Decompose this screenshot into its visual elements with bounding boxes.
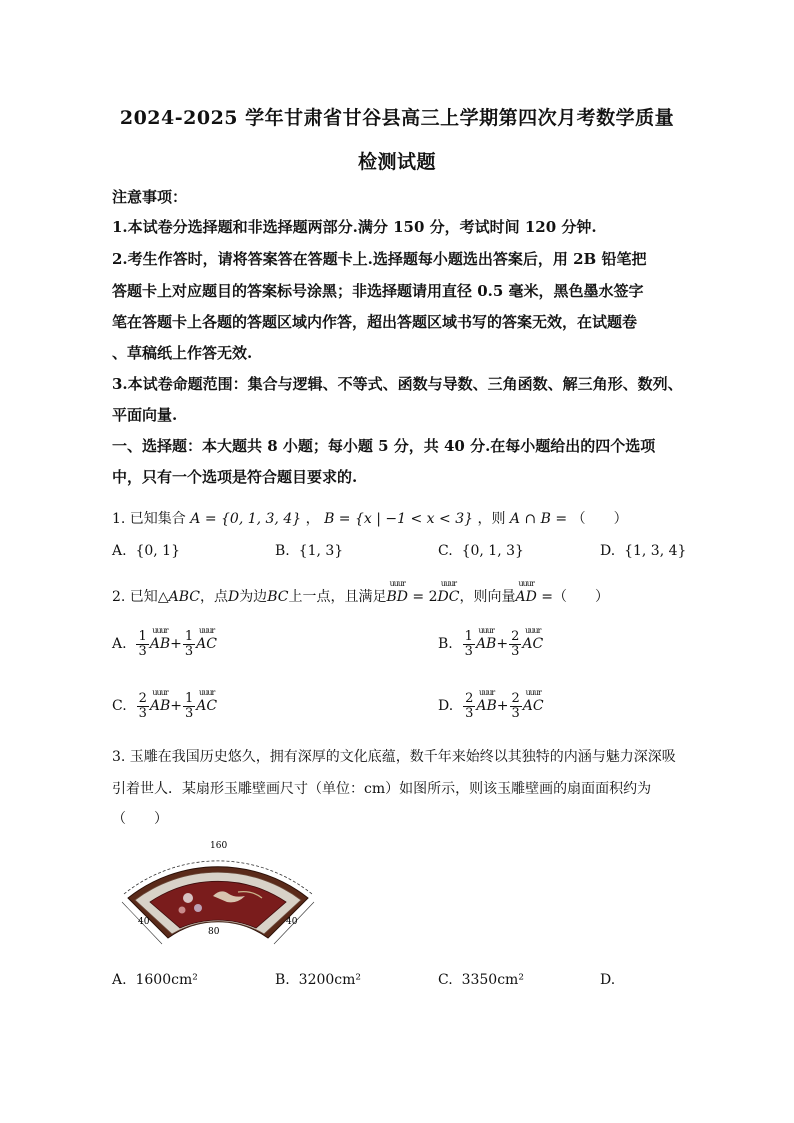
notice-item-1: 1.本试卷分选择题和非选择题两部分.满分 150 分，考试时间 120 分钟. (112, 218, 597, 236)
option-value: {0, 1, 3} (461, 543, 524, 559)
vector-ac: uuur AC (522, 688, 544, 715)
q2-side-bc: BC (267, 589, 289, 605)
vector-name: AD (515, 589, 537, 605)
q2-vector-dc (437, 579, 460, 605)
question-2 (112, 579, 692, 606)
fraction: $\frac{2}{3}$ (138, 691, 147, 721)
vector-ab: uuur AB (476, 688, 497, 715)
notice-item-2-line2: 答题卡上对应题目的答案标号涂黑；非选择题请用直径 0.5 毫米，黑色墨水签字 (112, 282, 644, 300)
q1-set-b: B = {x | −1 < x < 3} (324, 511, 474, 527)
question-3-line1: 3. 玉雕在我国历史悠久，拥有深厚的文化底蕴，数千年来始终以其独特的内涵与魅力深深吸 (112, 749, 676, 765)
q2-triangle: △ABC (157, 589, 200, 605)
option-label: B. (275, 972, 290, 988)
label-160: 160 (210, 841, 228, 851)
fraction: $\frac{2}{3}$ (511, 629, 520, 659)
option-label: D. (600, 972, 616, 988)
section-1-line1: 一、选择题：本大题共 8 小题；每小题 5 分，共 40 分.在每小题给出的四个选项 (112, 437, 656, 455)
vector-ab: uuur AB (475, 626, 497, 653)
fraction: $\frac{2}{3}$ (511, 691, 520, 721)
fraction: $\frac{2}{3}$ (465, 691, 474, 721)
q1-answer-paren: （ ） (571, 511, 628, 527)
fraction: $\frac{1}{3}$ (184, 629, 194, 659)
option-label: A. (112, 636, 127, 653)
option-value: 3350cm² (461, 972, 524, 988)
q1-mid: ，则 (477, 511, 506, 527)
option-value: 3200cm² (298, 972, 362, 988)
fraction: $\frac{1}{3}$ (464, 629, 473, 659)
q2-text: 为边 (239, 589, 268, 605)
q2-point-d: D (227, 589, 240, 605)
q3-option-b[interactable] (275, 972, 361, 988)
question-3-line2: 引着世人．某扇形玉雕壁画尺寸（单位：cm）如图所示，则该玉雕壁画的扇面面积约为 (112, 781, 652, 797)
q2-prefix: 2. 已知 (112, 589, 158, 605)
plus-sign: + (170, 698, 182, 715)
vector-arrow: uuur (518, 579, 534, 588)
notice-item-3-line2: 平面向量. (112, 406, 178, 424)
q1-option-b[interactable] (275, 543, 343, 559)
question-3-line3: （ ） (112, 811, 168, 827)
q1-option-c[interactable] (438, 543, 524, 559)
option-value: {1, 3, 4} (624, 543, 687, 559)
vector-ac: uuur AC (522, 626, 544, 653)
fraction: $\frac{1}{3}$ (185, 691, 194, 721)
q2-text: 上一点，且满足 (288, 589, 387, 605)
option-value: {1, 3} (298, 543, 344, 559)
fraction: $\frac{1}{3}$ (138, 629, 147, 659)
q1-option-a[interactable] (112, 543, 180, 559)
q2-answer-paren: =（ ） (536, 589, 609, 605)
label-80: 80 (208, 927, 220, 937)
q1-option-d[interactable] (600, 543, 686, 559)
flower-motif (194, 904, 202, 912)
q2-equals-two: = 2 (407, 589, 438, 605)
option-label: B. (438, 636, 453, 653)
label-40-right: 40 (286, 917, 298, 927)
q1-prefix: 1. 已知集合 (112, 511, 186, 527)
option-label: D. (438, 698, 454, 715)
option-label: A. (112, 543, 127, 559)
q2-option-a[interactable] (112, 626, 217, 659)
flower-motif (179, 907, 186, 914)
plus-sign: + (170, 636, 182, 653)
q2-option-c[interactable] (112, 688, 218, 721)
q2-option-d[interactable] (438, 688, 544, 721)
option-label: C. (438, 543, 453, 559)
notice-item-2-line4: 、草稿纸上作答无效. (112, 344, 253, 362)
q2-text: ，点 (199, 589, 228, 605)
vector-arrow: uuur (389, 579, 405, 588)
exam-title-line2: 检测试题 (357, 151, 436, 173)
vector-name: BD (386, 589, 408, 605)
vector-ab: uuur AB (149, 626, 171, 653)
notice-item-3-line1: 3.本试卷命题范围：集合与逻辑、不等式、函数与导数、三角函数、解三角形、数列、 (112, 375, 683, 393)
q2-text: ，则向量 (459, 589, 516, 605)
plus-sign: + (496, 698, 509, 715)
jade-fan-figure (118, 836, 318, 946)
vector-name: DC (437, 589, 460, 605)
option-label: C. (438, 972, 453, 988)
plus-sign: + (496, 636, 509, 653)
flower-motif (183, 893, 193, 903)
vector-ac: uuur AC (196, 626, 217, 653)
question-1 (112, 508, 692, 528)
q1-set-a: A = {0, 1, 3, 4} (190, 511, 302, 527)
q1-sep: ， (305, 511, 320, 527)
option-label: C. (112, 698, 127, 715)
q2-option-b[interactable] (438, 626, 544, 659)
q1-expression: A ∩ B = (509, 511, 568, 527)
q3-option-d[interactable] (600, 972, 615, 988)
vector-arrow: uuur (440, 579, 457, 588)
q2-vector-ad (515, 579, 537, 605)
option-label: B. (275, 543, 290, 559)
label-40-left: 40 (138, 917, 150, 927)
section-1-line2: 中，只有一个选项是符合题目要求的. (112, 468, 358, 486)
option-value: {0, 1} (135, 543, 180, 559)
exam-title-line1: 2024-2025 学年甘肃省甘谷县高三上学期第四次月考数学质量 (119, 107, 675, 129)
vector-ac: uuur AC (196, 688, 218, 715)
option-label: A. (112, 972, 127, 988)
vector-ab: uuur AB (149, 688, 171, 715)
notice-item-2-line1: 2.考生作答时，请将答案答在答题卡上.选择题每小题选出答案后，用 2B 铅笔把 (112, 250, 647, 268)
option-label: D. (600, 543, 616, 559)
notice-heading: 注意事项： (112, 188, 188, 206)
q2-vector-bd (386, 579, 408, 605)
q3-option-a[interactable] (112, 972, 198, 988)
option-value: 1600cm² (135, 972, 198, 988)
q3-option-c[interactable] (438, 972, 524, 988)
notice-item-2-line3: 笔在答题卡上各题的答题区域内作答，超出答题区域书写的答案无效，在试题卷 (112, 313, 638, 331)
